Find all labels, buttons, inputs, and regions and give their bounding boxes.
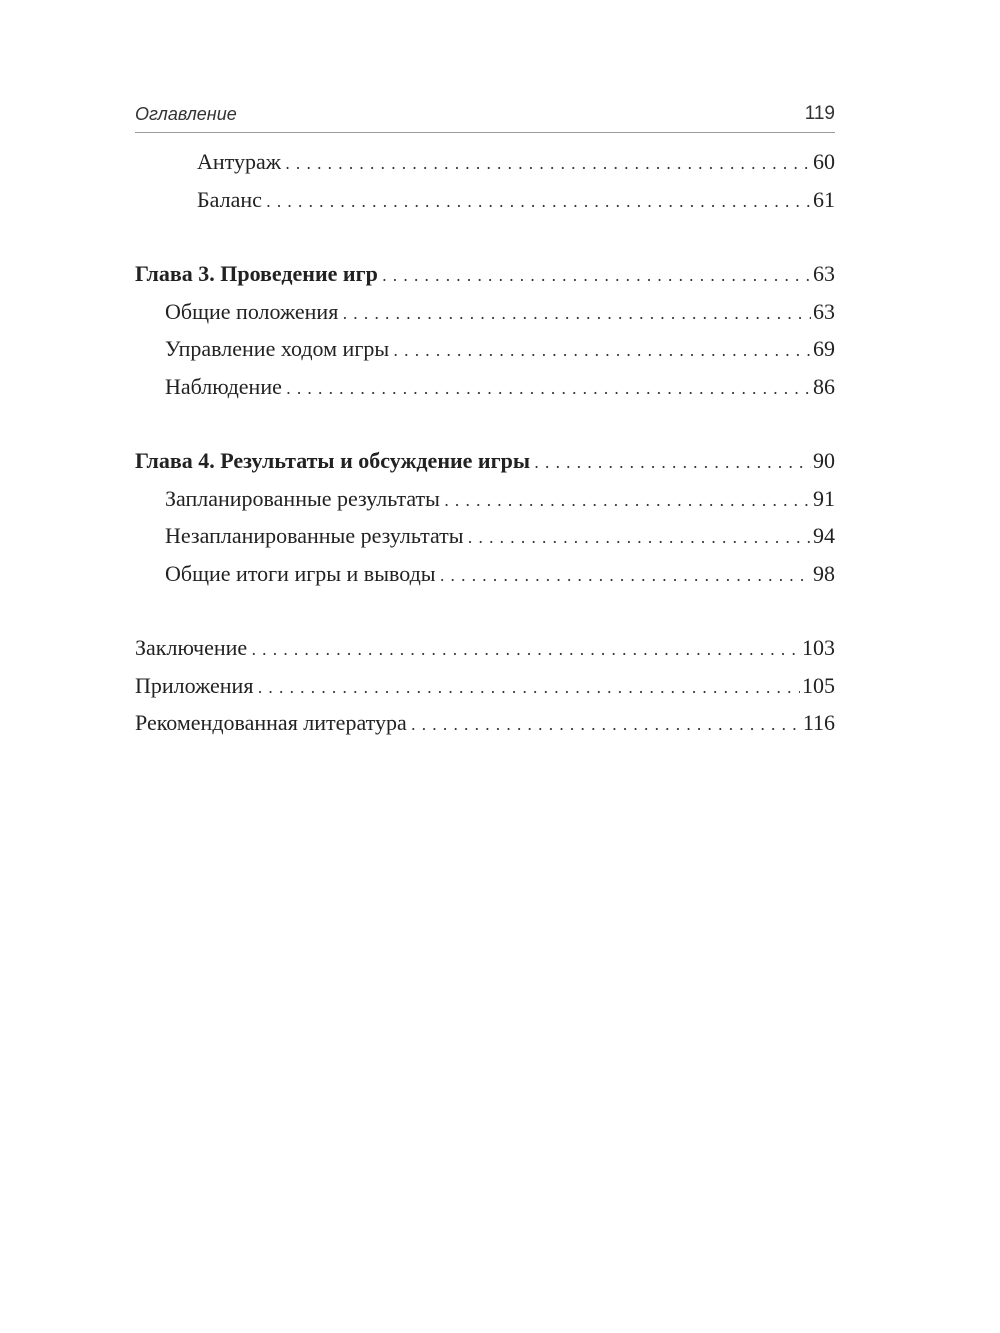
toc-entry-label: Общие итоги игры и выводы — [165, 561, 436, 586]
toc-entry-page: 86 — [813, 374, 835, 399]
dot-leader — [257, 673, 800, 703]
dot-leader — [285, 149, 811, 179]
toc-entry-label: Антураж — [197, 149, 281, 174]
toc-entry-balance[interactable] — [197, 185, 835, 215]
toc-entry-label: Баланс — [197, 187, 262, 212]
running-header — [135, 100, 835, 133]
dot-leader — [411, 710, 801, 740]
toc-entry-page: 63 — [813, 261, 835, 286]
toc-entry-label: Наблюдение — [165, 374, 282, 399]
dot-leader — [534, 448, 811, 478]
dot-leader — [251, 635, 800, 665]
toc-entry-planned-results[interactable] — [165, 484, 835, 514]
toc-entry-label: Общие положения — [165, 299, 339, 324]
toc-entry-page: 69 — [813, 336, 835, 361]
toc-page — [135, 0, 835, 1333]
toc-entry-page: 94 — [813, 523, 835, 548]
toc-entry-page: 103 — [802, 635, 835, 660]
toc-entry-label: Рекомендованная литература — [135, 710, 407, 735]
running-header-page-number: 119 — [804, 103, 835, 124]
dot-leader — [393, 336, 811, 366]
toc-entry-label: Глава 3. Проведение игр — [135, 261, 378, 286]
toc-entry-chapter-3[interactable] — [135, 259, 835, 289]
dot-leader — [468, 523, 811, 553]
dot-leader — [266, 187, 811, 217]
toc-entry-page: 116 — [802, 710, 835, 735]
toc-entry-label: Управление ходом игры — [165, 336, 390, 361]
toc-entry-recommended-literature[interactable] — [135, 708, 835, 738]
dot-leader — [342, 299, 811, 329]
toc-entry-page: 60 — [813, 149, 835, 174]
toc-entry-page: 90 — [813, 448, 835, 473]
toc-entry-page: 98 — [813, 561, 835, 586]
toc-entry-label: Заключение — [135, 635, 248, 660]
toc-entry-label: Глава 4. Результаты и обсуждение игры — [135, 448, 531, 473]
toc-entry-page: 91 — [813, 486, 835, 511]
toc-entry-page: 105 — [802, 673, 835, 698]
toc-entry-label: Запланированные результаты — [165, 486, 440, 511]
toc-entry-page: 63 — [813, 299, 835, 324]
running-header-title: Оглавление — [135, 104, 237, 124]
toc-entry-antourage[interactable] — [197, 147, 835, 177]
toc-entry-appendices[interactable] — [135, 671, 835, 701]
toc-entry-game-flow-control[interactable] — [165, 334, 835, 364]
toc-entry-general-provisions[interactable] — [165, 297, 835, 327]
dot-leader — [444, 486, 811, 516]
toc-entry-conclusion[interactable] — [135, 633, 835, 663]
dot-leader — [382, 261, 811, 291]
toc-entry-observation[interactable] — [165, 372, 835, 402]
toc-entry-label: Незапланированные результаты — [165, 523, 464, 548]
toc-entry-chapter-4[interactable] — [135, 446, 835, 476]
toc-entry-unplanned-results[interactable] — [165, 521, 835, 551]
toc-entry-label: Приложения — [135, 673, 254, 698]
dot-leader — [440, 561, 811, 591]
dot-leader — [286, 374, 811, 404]
toc-entry-game-summary[interactable] — [165, 559, 835, 589]
toc-entry-page: 61 — [813, 187, 835, 212]
